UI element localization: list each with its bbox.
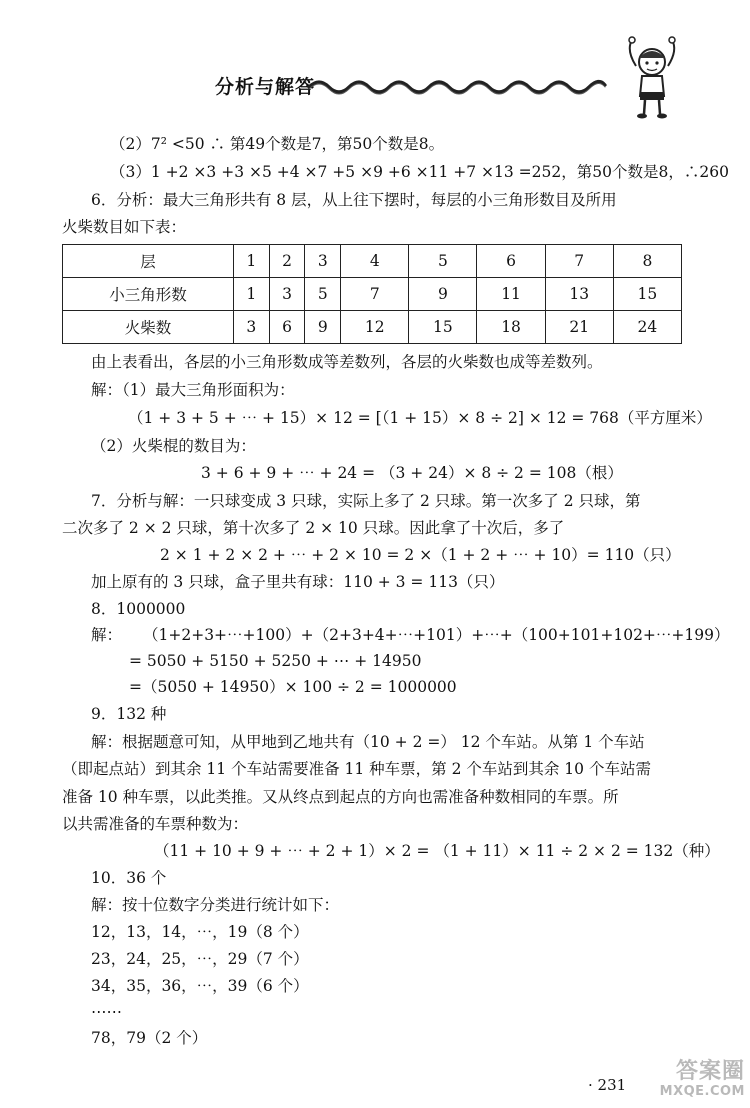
page-header <box>215 68 685 102</box>
table-cell: 12 <box>341 311 409 344</box>
table-cell: 18 <box>477 311 545 344</box>
table-cell: 7 <box>341 278 409 311</box>
text-line: 以共需准备的车票种数为： <box>62 815 249 833</box>
page-number: · 231 <box>588 1076 627 1094</box>
text-line: 9．132 种 <box>91 705 167 723</box>
table-cell: 15 <box>409 311 477 344</box>
table-cell: 4 <box>341 245 409 278</box>
text-line: （3）1 +2 ×3 +3 ×5 +4 ×7 +5 ×9 +6 ×11 +7 ×13 =252，第50个数是8，∴260 <box>110 163 729 181</box>
wave-icon <box>307 74 607 96</box>
table-cell: 13 <box>545 278 613 311</box>
table-cell: 7 <box>545 245 613 278</box>
formula-line: 3 + 6 + 9 + ⋯ + 24 = （3 + 24）× 8 ÷ 2 = 108（根） <box>201 464 623 482</box>
text-line: 解：按十位数字分类进行统计如下： <box>91 896 340 914</box>
table-cell: 3 <box>234 311 270 344</box>
table-cell: 9 <box>305 311 341 344</box>
watermark-text: 答案圈 <box>675 1059 745 1084</box>
text-line: 解：（1）最大三角形面积为： <box>91 381 295 399</box>
formula-line: 2 × 1 + 2 × 2 + ⋯ + 2 × 10 = 2 ×（1 + 2 + ⋯ + 10）= 110（只） <box>160 546 681 564</box>
text-line: 火柴数目如下表： <box>62 218 187 236</box>
text-line: 解：根据题意可知，从甲地到乙地共有（10 + 2 =） 12 个车站。从第 1 个车站 <box>91 733 645 751</box>
formula-line: = 5050 + 5150 + 5250 + ⋯ + 14950 <box>129 652 422 670</box>
cartoon-kid-icon <box>624 36 680 120</box>
text-line: （2）火柴棍的数目为： <box>91 437 256 455</box>
table-cell: 21 <box>545 311 613 344</box>
text-line: 23，24，25，⋯，29（7 个） <box>91 950 309 968</box>
table-cell: 1 <box>234 245 270 278</box>
text-line: 8．1000000 <box>91 600 186 618</box>
text-line: 34，35，36，⋯，39（6 个） <box>91 977 309 995</box>
text-line: 二次多了 2 × 2 只球，第十次多了 2 × 10 只球。因此拿了十次后，多了 <box>62 519 565 537</box>
table-cell: 15 <box>613 278 681 311</box>
formula-line: （1 + 3 + 5 + ⋯ + 15）× 12 = [（1 + 15）× 8 ÷ 2] × 12 = 768（平方厘米） <box>128 409 712 427</box>
data-table <box>62 244 682 344</box>
text-line: 6．分析：最大三角形共有 8 层，从上往下摆时，每层的小三角形数目及所用 <box>91 191 617 209</box>
text-line: 78，79（2 个） <box>91 1029 208 1047</box>
table-row <box>63 245 682 278</box>
table-cell: 9 <box>409 278 477 311</box>
text-line: （2）7² <50 ∴ 第49个数是7，第50个数是8。 <box>110 135 445 153</box>
text-line: 加上原有的 3 只球，盒子里共有球：110 + 3 = 113（只） <box>91 573 505 591</box>
header-title: 分析与解答 <box>215 76 316 98</box>
text-line: 准备 10 种车票，以此类推。又从终点到起点的方向也需准备种数相同的车票。所 <box>62 788 619 806</box>
watermark-url: MXQE.COM <box>659 1084 745 1099</box>
table-row <box>63 278 682 311</box>
table-cell: 3 <box>305 245 341 278</box>
text-line: （即起点站）到其余 11 个车站需要准备 11 种车票，第 2 个车站到其余 10 个车站需 <box>62 760 651 778</box>
formula-line: =（5050 + 14950）× 100 ÷ 2 = 1000000 <box>129 678 457 696</box>
table-row-header: 火柴数 <box>63 311 234 344</box>
text-line: 由上表看出，各层的小三角形数成等差数列，各层的火柴数也成等差数列。 <box>91 353 603 371</box>
text-line: ⋯⋯ <box>91 1003 122 1021</box>
table-cell: 2 <box>269 245 305 278</box>
formula-line: （11 + 10 + 9 + ⋯ + 2 + 1）× 2 = （1 + 11）× 11 ÷ 2 × 2 = 132（种） <box>154 842 720 860</box>
text-line: 10．36 个 <box>91 869 167 887</box>
watermark <box>645 1060 745 1104</box>
table-cell: 6 <box>477 245 545 278</box>
table-row-header: 层 <box>63 245 234 278</box>
formula-line: （1+2+3+⋯+100）+（2+3+4+⋯+101）+⋯+（100+101+102+⋯+199） <box>143 626 730 644</box>
table-cell: 24 <box>613 311 681 344</box>
table-cell: 5 <box>305 278 341 311</box>
table-cell: 1 <box>234 278 270 311</box>
table-row-header: 小三角形数 <box>63 278 234 311</box>
text-line: 解： <box>91 626 123 644</box>
table-cell: 8 <box>613 245 681 278</box>
table-cell: 3 <box>269 278 305 311</box>
table-cell: 5 <box>409 245 477 278</box>
table-cell: 6 <box>269 311 305 344</box>
text-line: 7．分析与解：一只球变成 3 只球，实际上多了 2 只球。第一次多了 2 只球，第 <box>91 492 641 510</box>
table-cell: 11 <box>477 278 545 311</box>
table-row <box>63 311 682 344</box>
text-line: 12，13，14，⋯，19（8 个） <box>91 923 309 941</box>
